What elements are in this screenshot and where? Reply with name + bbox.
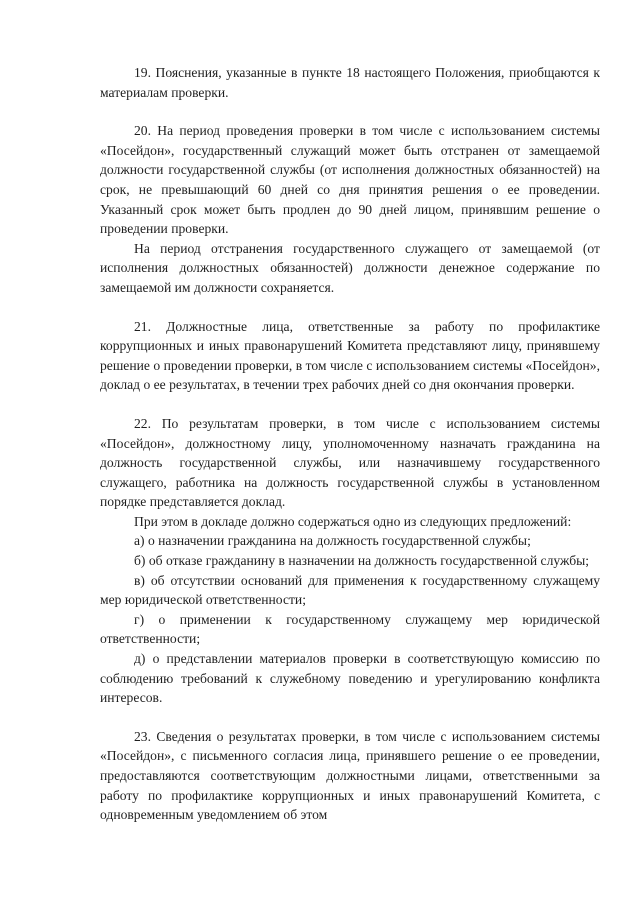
paragraph-21: 21. Должностные лица, ответственные за работу по профилактике коррупционных и иных правонарушений Комитета представляют лицу, принявшему решение о проведении проверки, в том числе с использованием системы «Посейдон», доклад о ее результатах, в течении трех рабочих дней со дня окончания проверки. <box>100 318 600 393</box>
spacer <box>100 708 600 727</box>
list-item-a: а) о назначении гражданина на должность государственной службы; <box>134 533 531 549</box>
paragraph-22-proposals-intro: При этом в докладе должно содержаться одно из следующих предложений: <box>134 513 572 529</box>
document-page <box>100 63 600 825</box>
list-item-d: д) о представлении материалов проверки в соответствующую комиссию по соблюдению требований к служебному поведению и урегулированию конфликта интересов. <box>100 651 600 706</box>
paragraph-20-continuation: На период отстранения государственного служащего от замещаемой (от исполнения должностных обязанностей) должности денежное содержание по замещаемой им должности сохраняется. <box>100 240 600 295</box>
paragraph-20: 20. На период проведения проверки в том числе с использованием системы «Посейдон», государственный служащий может быть отстранен от замещаемой должности государственной службы (от исполнения должностных обязанностей) на срок, не превышающий 60 дней со дня принятия решения о ее проведении. Указанный срок может быть продлен до 90 дней лицом, принявшим решение о проведении проверки. <box>100 123 600 237</box>
paragraph-22: 22. По результатам проверки, в том числе с использованием системы «Посейдон», должностному лицу, уполномоченному назначать гражданина на должность государственной службы, или назначившему государственного служащего, работника на должность государственной службы в установленном порядке представляется доклад. <box>100 415 600 510</box>
paragraph-23: 23. Сведения о результатах проверки, в том числе с использованием системы «Посейдон», с письменного согласия лица, принявшего решение о ее проведении, предоставляются соответствующим должностными лицами, ответственными за работу по профилактике коррупционных и иных правонарушений Комитета, с одновременным уведомлением об этом <box>100 728 600 823</box>
list-item-b: б) об отказе гражданину в назначении на должность государственной службы; <box>134 553 590 569</box>
list-item-v: в) об отсутствии оснований для применения к государственному служащему мер юридической ответственности; <box>100 572 600 608</box>
list-item-g: г) о применении к государственному служащему мер юридической ответственности; <box>100 611 600 647</box>
spacer <box>100 395 600 414</box>
paragraph-19: 19. Пояснения, указанные в пункте 18 настоящего Положения, приобщаются к материалам проверки. <box>100 65 600 100</box>
spacer <box>100 102 600 121</box>
spacer <box>100 298 600 317</box>
